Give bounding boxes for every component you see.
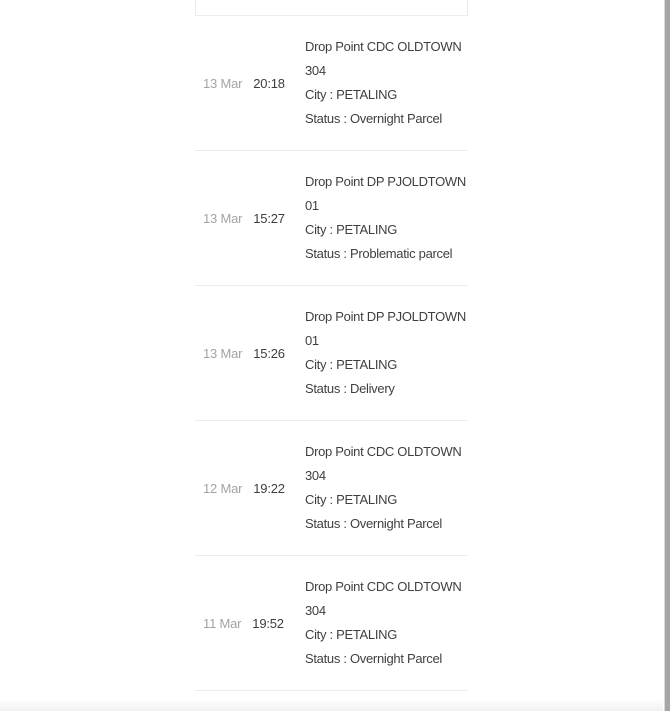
drop-point-number-text: 304 <box>305 468 326 483</box>
drop-point-text: Drop Point CDC OLDTOWN <box>305 444 462 459</box>
event-time: 15:26 <box>253 345 285 361</box>
event-datetime-cell <box>195 421 305 555</box>
drop-point-text: Drop Point CDC OLDTOWN <box>305 579 462 594</box>
status-text: Status : Overnight Parcel <box>305 651 443 666</box>
tracking-event-row <box>195 286 468 421</box>
event-date: 11 Mar <box>203 615 242 631</box>
page-bottom-shadow <box>0 699 663 711</box>
event-description-cell <box>305 16 468 150</box>
previous-row-partial <box>195 0 468 16</box>
event-description-cell <box>305 556 468 690</box>
drop-point-text: Drop Point DP PJOLDTOWN <box>305 309 466 324</box>
event-datetime-cell <box>195 556 305 690</box>
drop-point-number-text: 01 <box>305 333 319 348</box>
event-description-cell <box>305 286 468 420</box>
status-text: Status : Overnight Parcel <box>305 516 443 531</box>
status-text: Status : Delivery <box>305 381 395 396</box>
drop-point-number-text: 304 <box>305 603 326 618</box>
event-date: 13 Mar <box>203 75 243 91</box>
event-time: 15:27 <box>253 210 285 226</box>
event-time: 19:22 <box>253 480 285 496</box>
city-text: City : PETALING <box>305 627 398 642</box>
tracking-history-panel <box>195 0 468 691</box>
event-date: 13 Mar <box>203 345 243 361</box>
event-datetime-cell <box>195 16 305 150</box>
event-date: 12 Mar <box>203 480 243 496</box>
status-text: Status : Problematic parcel <box>305 246 453 261</box>
event-time: 20:18 <box>253 75 285 91</box>
tracking-event-row <box>195 16 468 151</box>
scrollbar[interactable] <box>664 0 670 711</box>
tracking-event-row <box>195 151 468 286</box>
event-datetime-cell <box>195 286 305 420</box>
drop-point-text: Drop Point DP PJOLDTOWN <box>305 174 466 189</box>
city-text: City : PETALING <box>305 87 398 102</box>
city-text: City : PETALING <box>305 222 398 237</box>
city-text: City : PETALING <box>305 492 398 507</box>
drop-point-number-text: 01 <box>305 198 319 213</box>
tracking-event-row <box>195 421 468 556</box>
drop-point-text: Drop Point CDC OLDTOWN <box>305 39 462 54</box>
event-datetime-cell <box>195 151 305 285</box>
event-time: 19:52 <box>252 615 284 631</box>
event-description-cell <box>305 421 468 555</box>
tracking-event-row <box>195 556 468 691</box>
status-text: Status : Overnight Parcel <box>305 111 443 126</box>
city-text: City : PETALING <box>305 357 398 372</box>
event-description-cell <box>305 151 468 285</box>
drop-point-number-text: 304 <box>305 63 326 78</box>
event-date: 13 Mar <box>203 210 243 226</box>
